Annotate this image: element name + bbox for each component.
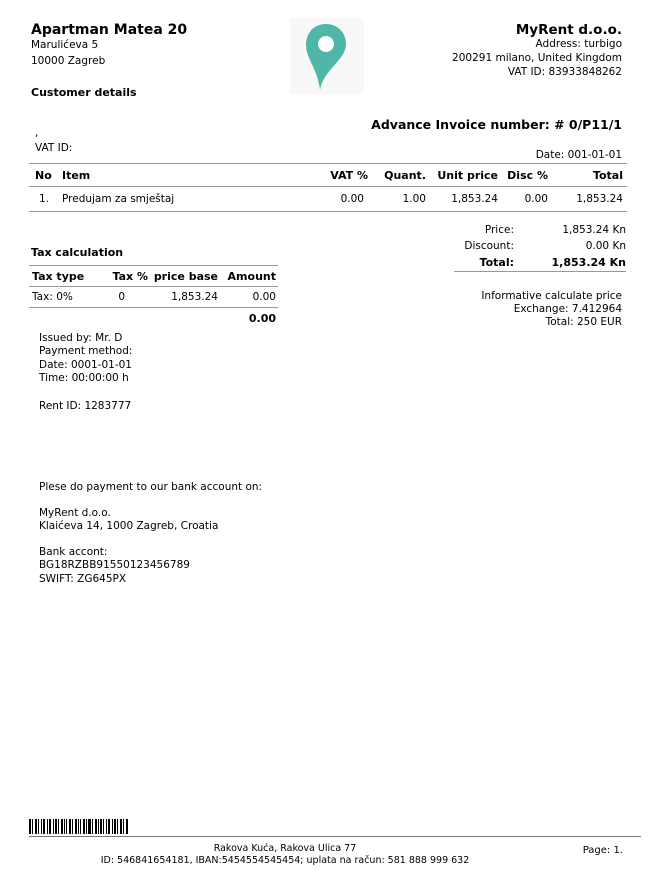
table-row xyxy=(29,287,278,308)
invoice-title: Advance Invoice number: # 0/P11/1 xyxy=(371,117,622,132)
col-quant: Quant. xyxy=(384,168,426,182)
tax-header-row xyxy=(29,266,278,287)
items-header-row xyxy=(29,164,627,187)
company-city: 200291 milano, United Kingdom xyxy=(452,52,622,64)
bank-swift: SWIFT: ZG645PX xyxy=(39,572,127,585)
footer-ids: ID: 546841654181, IBAN:5454554545454; uplata na račun: 581 888 999 632 xyxy=(100,855,470,866)
row-item: Predujam za smještaj xyxy=(62,193,175,205)
bank-iban: BG18RZBB91550123456789 xyxy=(39,559,190,572)
issued-time: Time: 00:00:00 h xyxy=(39,372,129,385)
total-label: Total: xyxy=(479,255,514,269)
col-item: Item xyxy=(62,168,91,182)
customer-comma: , xyxy=(35,127,39,139)
company-name: MyRent d.o.o. xyxy=(515,22,622,38)
tax-col-base: price base xyxy=(153,269,218,283)
customer-details-heading: Customer details xyxy=(31,86,137,99)
bank-company: MyRent d.o.o. xyxy=(39,507,111,519)
bank-address: Klaićeva 14, 1000 Zagreb, Croatia xyxy=(39,520,219,533)
info-price-title: Informative calculate price xyxy=(481,290,622,302)
customer-vat-id: VAT ID: xyxy=(35,142,73,154)
discount-label: Discount: xyxy=(464,240,514,252)
company-logo xyxy=(290,18,364,94)
price-summary xyxy=(454,222,626,270)
payment-method: Payment method: xyxy=(39,345,133,358)
issued-by: Issued by: Mr. D xyxy=(39,332,123,344)
company-address: Address: turbigo xyxy=(535,38,622,50)
tax-row-amount: 0.00 xyxy=(252,291,276,303)
barcode xyxy=(29,819,129,834)
bank-account-label: Bank accont: xyxy=(39,546,108,558)
col-unit-price: Unit price xyxy=(437,168,498,182)
col-vat: VAT % xyxy=(330,168,368,182)
map-pin-icon xyxy=(290,18,364,94)
row-vat: 0.00 xyxy=(340,193,364,205)
tax-total: 0.00 xyxy=(248,311,276,325)
table-row xyxy=(29,187,627,212)
rent-id: Rent ID: 1283777 xyxy=(39,400,132,412)
tax-col-amount: Amount xyxy=(227,269,276,283)
page-number: Page: 1. xyxy=(582,845,623,856)
price-label: Price: xyxy=(484,224,514,236)
bank-company-block xyxy=(39,507,218,534)
row-no: 1. xyxy=(39,193,50,205)
price-value: 1,853.24 Kn xyxy=(562,224,626,236)
info-price-exchange: Exchange: 7.412964 xyxy=(513,303,622,315)
issued-date: Date: 0001-01-01 xyxy=(39,358,132,371)
tax-col-percent: Tax % xyxy=(112,269,148,283)
seller-street: Marulićeva 5 xyxy=(31,39,99,51)
invoice-date: Date: 001-01-01 xyxy=(535,149,622,161)
col-no: No xyxy=(35,168,52,182)
tax-col-type: Tax type xyxy=(32,269,85,283)
issued-block xyxy=(39,332,132,386)
row-quant: 1.00 xyxy=(402,193,426,205)
bank-intro: Plese do payment to our bank account on: xyxy=(39,481,263,493)
footer-block xyxy=(0,843,570,867)
col-total: Total xyxy=(592,168,623,182)
discount-value: 0.00 Kn xyxy=(585,240,626,252)
items-table xyxy=(29,164,627,212)
tax-heading: Tax calculation xyxy=(31,246,124,259)
tax-row-percent: 0 xyxy=(118,291,125,303)
bank-account-block xyxy=(39,546,190,586)
row-total: 1,853.24 xyxy=(576,193,623,205)
col-disc: Disc % xyxy=(507,168,548,182)
company-vat-id: VAT ID: 83933848262 xyxy=(507,66,622,78)
row-disc: 0.00 xyxy=(524,193,548,205)
total-value: 1,853.24 Kn xyxy=(551,255,626,269)
seller-name: Apartman Matea 20 xyxy=(31,22,188,38)
tax-row-type: Tax: 0% xyxy=(32,291,73,303)
info-price-total: Total: 250 EUR xyxy=(545,316,622,328)
row-unit-price: 1,853.24 xyxy=(451,193,498,205)
footer-address: Rakova Kuća, Rakova Ulica 77 xyxy=(213,843,357,854)
tax-table xyxy=(29,266,278,328)
seller-city: 10000 Zagreb xyxy=(31,55,106,67)
tax-row-base: 1,853.24 xyxy=(171,291,218,303)
